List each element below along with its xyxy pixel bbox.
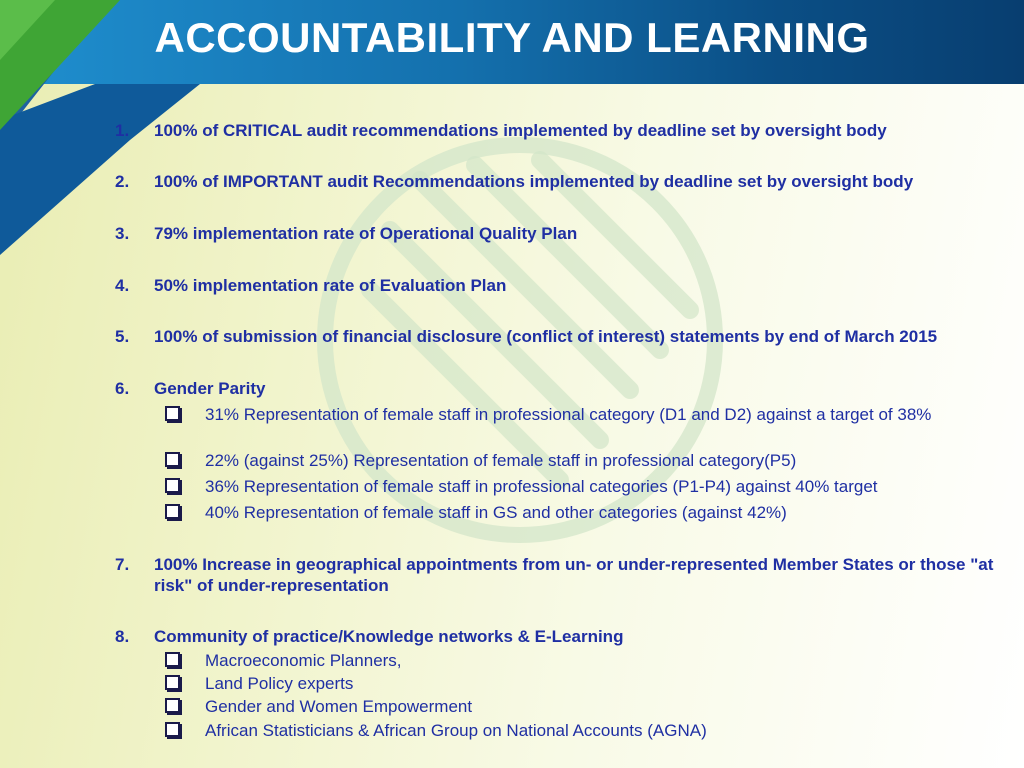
sub-list-item	[205, 696, 1005, 717]
item-number: 6.	[115, 379, 130, 398]
checkbox-bullet-icon	[165, 652, 180, 667]
item-number: 1.	[115, 121, 130, 140]
sub-item-text: 31% Representation of female staff in professional category (D1 and D2) against a target of 38%	[205, 405, 932, 424]
sub-item-text: Macroeconomic Planners,	[205, 651, 402, 670]
checkbox-bullet-icon	[165, 452, 180, 467]
checkbox-bullet-icon	[165, 478, 180, 493]
item-text: 100% of CRITICAL audit recommendations implemented by deadline set by oversight body	[154, 121, 887, 140]
item-number: 7.	[115, 555, 130, 574]
checkbox-bullet-icon	[165, 504, 180, 519]
item-number: 8.	[115, 627, 130, 646]
sub-item-text: 40% Representation of female staff in GS and other categories (against 42%)	[205, 503, 787, 522]
sub-list-item	[205, 720, 1005, 741]
item-text: Gender Parity	[154, 379, 266, 398]
item-number: 5.	[115, 327, 130, 346]
sub-list-item	[205, 404, 1005, 425]
item-number: 3.	[115, 224, 130, 243]
sub-item-text: 22% (against 25%) Representation of female staff in professional category(P5)	[205, 451, 797, 470]
item-text: 100% of submission of financial disclosure (conflict of interest) statements by end of March 2015	[154, 327, 938, 346]
checkbox-bullet-icon	[165, 406, 180, 421]
sub-list-item	[205, 650, 1005, 671]
item-number: 4.	[115, 276, 130, 295]
item-text: 100% Increase in geographical appointments from un- or under-represented Member States or those "at risk" of under-representation	[154, 555, 994, 595]
item-text: 100% of IMPORTANT audit Recommendations implemented by deadline set by oversight body	[154, 172, 914, 191]
sub-item-text: African Statisticians & African Group on National Accounts (AGNA)	[205, 721, 707, 740]
checkbox-bullet-icon	[165, 698, 180, 713]
item-number: 2.	[115, 172, 130, 191]
sub-list-item	[205, 476, 1005, 497]
item-text: Community of practice/Knowledge networks & E-Learning	[154, 627, 624, 646]
checkbox-bullet-icon	[165, 675, 180, 690]
sub-item-text: 36% Representation of female staff in professional categories (P1-P4) against 40% target	[205, 477, 878, 496]
sub-list-item	[205, 502, 1005, 523]
page-title: ACCOUNTABILITY AND LEARNING	[154, 14, 870, 61]
item-text: 50% implementation rate of Evaluation Plan	[154, 276, 507, 295]
sub-item-text: Gender and Women Empowerment	[205, 697, 473, 716]
sub-list-item	[205, 450, 1005, 471]
checkbox-bullet-icon	[165, 722, 180, 737]
sub-list-item	[205, 673, 1005, 694]
item-text: 79% implementation rate of Operational Quality Plan	[154, 224, 578, 243]
sub-item-text: Land Policy experts	[205, 674, 354, 693]
